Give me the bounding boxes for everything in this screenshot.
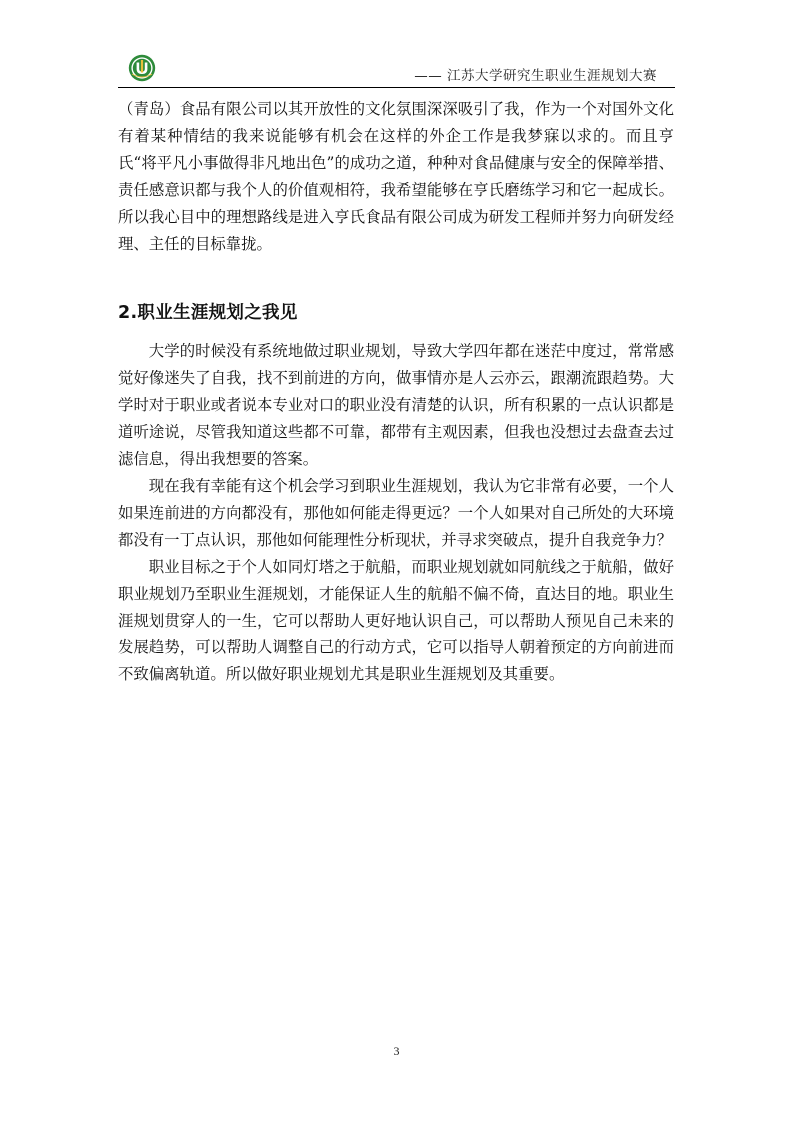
- page-header: [0, 0, 793, 92]
- continued-paragraph: （青岛）食品有限公司以其开放性的文化氛围深深吸引了我，作为一个对国外文化有着某种情结的我来说能够有机会在这样的外企工作是我梦寐以求的。而且亨氏“将平凡小事做得非凡地出色”的成功之道，种种对食品健康与安全的保障举措、责任感意识都与我个人的价值观相符，我希望能够在亨氏磨练学习和它一起成长。所以我心目中的理想路线是进入亨氏食品有限公司成为研发工程师并努力向研发经理、主任的目标靠拢。: [118, 100, 674, 253]
- university-emblem-icon: [128, 54, 156, 82]
- header-divider: [118, 87, 675, 88]
- document-body: [118, 96, 674, 688]
- section-heading: 2.职业生涯规划之我见: [118, 303, 298, 324]
- body-paragraph: 大学的时候没有系统地做过职业规划，导致大学四年都在迷茫中度过，常常感觉好像迷失了自我，找不到前进的方向，做事情亦是人云亦云，跟潮流跟趋势。大学时对于职业或者说本专业对口的职业没有清楚的认识，所有积累的一点认识都是道听途说，尽管我知道这些都不可靠，都带有主观因素，但我也没想过去盘查去过滤信息，得出我想要的答案。: [118, 342, 674, 469]
- body-paragraph: 职业目标之于个人如同灯塔之于航船，而职业规划就如同航线之于航船，做好职业规划乃至职业生涯规划，才能保证人生的航船不偏不倚，直达目的地。职业生涯规划贯穿人的一生，它可以帮助人更好地认识自己，可以帮助人预见自己未来的发展趋势，可以帮助人调整自己的行动方式，它可以指导人朝着预定的方向前进而不致偏离轨道。所以做好职业规划尤其是职业生涯规划及其重要。: [118, 557, 674, 684]
- body-paragraph: 现在我有幸能有这个机会学习到职业生涯规划，我认为它非常有必要，一个人如果连前进的方向都没有，那他如何能走得更远？一个人如果对自己所处的大环境都没有一丁点认识，那他如何能理性分析现状，并寻求突破点，提升自我竞争力？: [118, 476, 674, 549]
- page-number: 3: [393, 1044, 400, 1058]
- header-title: —— 江苏大学研究生职业生涯规划大赛: [414, 68, 657, 84]
